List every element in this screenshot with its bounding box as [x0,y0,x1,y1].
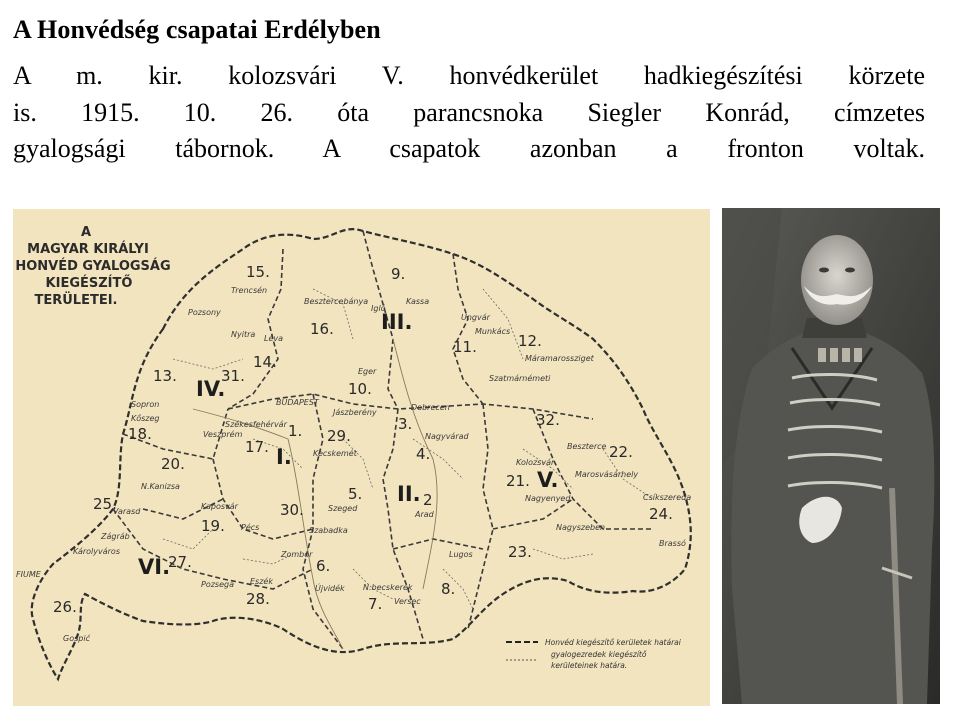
city-label: Károlyváros [73,547,120,556]
district-number: 14. [253,353,277,371]
city-label: Lugos [449,550,473,559]
city-label: Újvidék [315,584,345,593]
district-number: 15. [246,263,270,281]
district-roman-VI: VI. [138,555,171,579]
district-roman-III: III. [381,310,413,334]
city-label: Kaposvár [201,502,238,511]
city-label: N.becskerek [363,583,413,592]
city-label: BUDAPEST [276,398,319,407]
district-number: 18. [128,425,152,443]
city-label: Igló [371,304,386,313]
map-title-line: HONVÉD GYALOGSÁG [15,259,171,274]
district-number: 22. [609,443,633,461]
district-roman-II: II. [397,482,421,506]
city-label: Sopron [131,400,160,409]
district-number: 32. [536,411,560,429]
city-label: Szabadka [309,526,348,535]
city-label: Szatmárnémeti [489,374,551,383]
district-number: 2 [423,491,433,509]
district-number: 11. [453,338,477,356]
body-paragraph [13,58,925,168]
district-roman-V: V. [537,468,559,492]
paragraph-line: is. 1915. 10. 26. óta parancsnoka Siegler Konrád, címzetes [13,97,925,127]
district-number: 24. [649,505,673,523]
map-title-line: TERÜLETEI. [34,293,118,308]
district-number: 8. [441,580,456,598]
city-label: Besztercebánya [304,297,369,306]
legend-text: kerületeinek határa. [551,661,628,670]
city-label: Máramarossziget [525,354,594,363]
map-title-line: MAGYAR KIRÁLYI [27,242,149,257]
district-number: 31. [221,367,245,385]
district-number: 19. [201,517,225,535]
map-title-line: A [80,225,92,240]
map-legend [506,638,682,670]
district-number: 25. [93,495,117,513]
city-label: Arad [415,510,434,519]
district-roman-IV: IV. [196,377,226,401]
district-number: 16. [310,320,334,338]
district-number: 23. [508,543,532,561]
city-label: Debrecen [411,403,450,412]
city-label: Zágráb [101,532,130,541]
map-svg [13,209,710,706]
city-label: Marosvásárhely [575,470,639,479]
district-number: 30. [280,501,304,519]
page-title: A Honvédség csapatai Erdélyben [13,15,381,44]
portrait-svg [722,208,940,704]
general-portrait-photo [722,208,940,704]
district-number: 21. [506,472,530,490]
city-label: Trencsén [231,286,268,295]
city-label: Szeged [328,504,358,513]
district-number: 27. [168,553,192,571]
city-label: Varasd [113,507,141,516]
district-number: 7. [368,595,383,613]
city-label: Csíkszereda [643,493,692,502]
city-label: Versec [394,597,421,606]
city-label: Eszék [250,577,273,586]
district-number: 10. [348,380,372,398]
city-label: Zombor [281,550,313,559]
district-number: 17. [245,438,269,456]
city-label: Nagyszeben [556,523,606,532]
district-number: 1. [288,422,303,440]
district-number: 29. [327,427,351,445]
city-label: Kassa [406,297,430,306]
district-number: 13. [153,367,177,385]
city-label: FIUME [16,570,41,579]
map-title-line: KIEGÉSZÍTŐ [45,276,133,291]
city-label: Munkács [475,327,511,336]
city-label: Pécs [241,523,260,532]
district-number: 20. [161,455,185,473]
city-label: Pozsega [201,580,234,589]
map-title [15,225,170,308]
city-label: Léva [264,334,284,343]
city-label: Veszprém [203,430,243,439]
district-roman-I: I. [276,445,292,469]
city-label: Beszterce [567,442,607,451]
district-number: 6. [316,557,331,575]
paragraph-line: A m. kir. kolozsvári V. honvédkerület hadkiegészítési körzete [13,61,925,90]
district-number: 9. [391,265,406,283]
city-label: N.Kanizsa [141,482,180,491]
district-number: 28. [246,590,270,608]
city-label: Pozsony [188,308,221,317]
district-number: 26. [53,598,77,616]
district-number: 12. [518,332,542,350]
city-label: Ungvár [461,313,490,322]
head [801,235,873,325]
city-label: Székesfehérvár [225,420,287,429]
city-label: Nagyenyed [525,494,571,503]
paragraph-line: gyalogsági tábornok. A csapatok azonban a fronton voltak. [13,134,925,163]
city-label: Nagyvárad [425,432,469,441]
legend-text: Honvéd kiegészítő kerületek határai [545,638,681,647]
city-label: Kecskemét [313,449,357,458]
city-label: Kolozsvár [516,458,555,467]
city-label: Brassó [659,539,686,548]
district-number: 4. [416,445,431,463]
city-label: Nyitra [231,330,256,339]
city-label: Eger [358,367,377,376]
district-number: 3. [398,415,413,433]
city-label: Kőszeg [131,414,160,423]
recruitment-districts-map [13,209,710,706]
district-number: 5. [348,485,363,503]
legend-text: gyalogezredek kiegészítő [551,650,647,659]
city-label: Gospić [63,634,90,643]
city-label: Jászberény [333,408,377,417]
